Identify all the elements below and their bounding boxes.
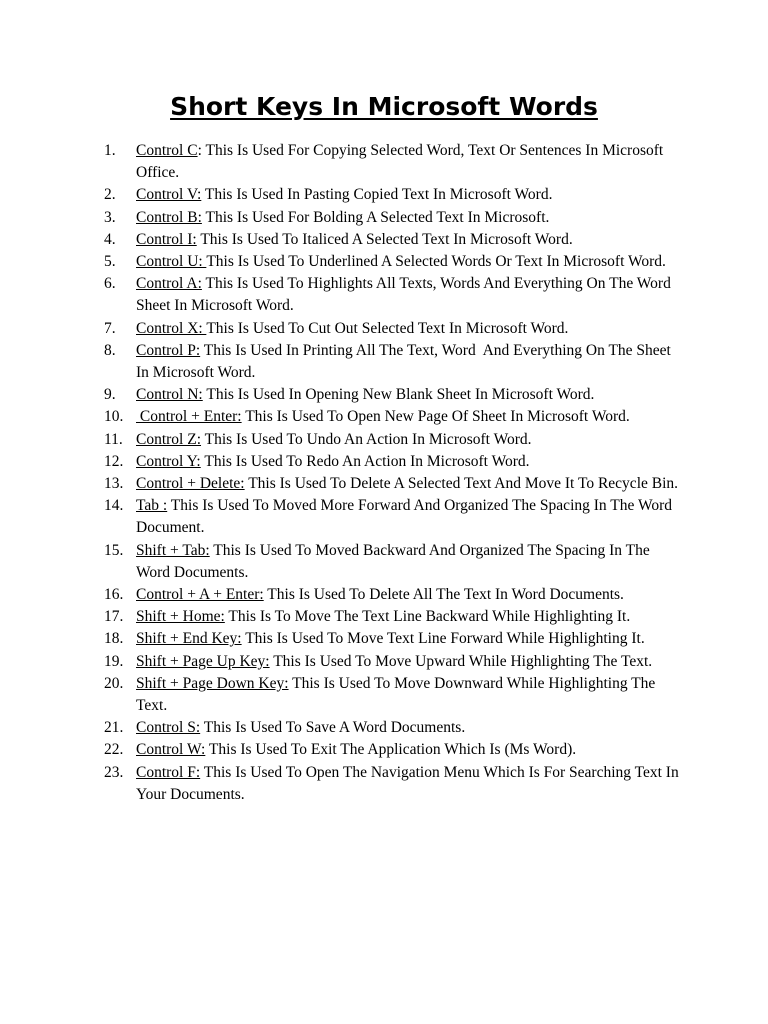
list-item [104, 273, 684, 317]
item-number: 2. [104, 186, 116, 204]
shortcut-description: This Is Used To Underlined A Selected Words Or Text In Microsoft Word. [206, 253, 666, 271]
page-title: Short Keys In Microsoft Words [170, 92, 598, 121]
shortcut-key: Shift + Page Up Key: [136, 652, 270, 670]
shortcut-key: Control B: [136, 208, 202, 226]
item-number: 6. [104, 275, 116, 293]
item-number: 3. [104, 208, 116, 226]
list-item [104, 739, 684, 761]
item-number: 18. [104, 630, 124, 648]
shortcut-key: Control Y: [136, 452, 201, 470]
item-number: 4. [104, 230, 116, 248]
list-item [104, 717, 684, 739]
shortcut-description: This Is To Move The Text Line Backward While Highlighting It. [224, 608, 631, 626]
item-number: 10. [104, 408, 124, 426]
shortcut-key: Shift + Page Down Key: [136, 674, 289, 692]
shortcut-description: This Is Used For Bolding A Selected Text In Microsoft. [201, 208, 550, 226]
item-number: 14. [104, 497, 124, 515]
list-item [104, 184, 684, 206]
shortcut-description: This Is Used To Moved More Forward And Organized The Spacing In The Word Document. [136, 497, 676, 537]
shortcut-key: Control X: [136, 319, 207, 337]
item-number: 23. [104, 763, 124, 781]
list-item [104, 429, 684, 451]
shortcut-key: Tab : [136, 497, 168, 515]
shortcut-key: Shift + End Key: [136, 630, 242, 648]
shortcut-description: : This Is Used For Copying Selected Word, Text Or Sentences In Microsoft Office. [136, 142, 668, 182]
list-item [104, 318, 684, 340]
list-item [104, 251, 684, 273]
item-number: 22. [104, 741, 124, 759]
shortcut-description: This Is Used To Delete A Selected Text And Move It To Recycle Bin. [244, 475, 679, 493]
item-number: 7. [104, 319, 116, 337]
shortcut-key: Control + Enter: [136, 408, 242, 426]
shortcut-description: This Is Used To Move Downward While Highlighting The Text. [136, 674, 659, 715]
list-item [104, 540, 684, 584]
shortcut-description: This Is Used To Highlights All Texts, Words And Everything On The Word Sheet In Microsoft Word. [136, 275, 675, 315]
item-number: 13. [104, 475, 124, 493]
item-number: 17. [104, 608, 124, 626]
item-number: 5. [104, 253, 116, 271]
shortcut-key: Shift + Home: [136, 608, 225, 626]
shortcut-description: This Is Used To Delete All The Text In Word Documents. [263, 586, 624, 604]
list-item [104, 495, 684, 539]
item-number: 1. [104, 142, 116, 159]
list-item [104, 628, 684, 650]
shortcut-description: This Is Used To Cut Out Selected Text In Microsoft Word. [206, 319, 569, 337]
item-number: 15. [104, 541, 124, 559]
list-item [104, 606, 684, 628]
list-item [104, 584, 684, 606]
shortcut-key: Control N: [136, 386, 203, 404]
shortcut-description: This Is Used To Move Upward While Highlighting The Text. [269, 652, 653, 670]
shortcut-description: This Is Used In Opening New Blank Sheet In Microsoft Word. [202, 386, 595, 404]
list-item [104, 207, 684, 229]
shortcut-list [104, 140, 684, 806]
item-number: 20. [104, 674, 124, 692]
shortcut-description: This Is Used To Open New Page Of Sheet In Microsoft Word. [241, 408, 630, 426]
shortcut-description: This Is Used In Pasting Copied Text In Microsoft Word. [201, 186, 553, 204]
item-number: 21. [104, 719, 124, 737]
item-number: 9. [104, 386, 116, 404]
shortcut-key: Control V: [136, 186, 202, 204]
shortcut-description: This Is Used To Move Text Line Forward While Highlighting It. [241, 630, 645, 648]
shortcut-description: This Is Used In Printing All The Text, Word And Everything On The Sheet In Microsoft Word. [136, 341, 675, 382]
item-number: 12. [104, 452, 124, 470]
shortcut-description: This Is Used To Undo An Action In Microsoft Word. [201, 430, 532, 448]
shortcut-key: Control F: [136, 763, 201, 781]
shortcut-description: This Is Used To Italiced A Selected Text In Microsoft Word. [196, 230, 573, 248]
list-item [104, 451, 684, 473]
shortcut-key: Control I: [136, 230, 197, 248]
shortcut-description: This Is Used To Open The Navigation Menu Which Is For Searching Text In Your Documents. [136, 763, 683, 803]
list-item [104, 762, 684, 806]
list-item [104, 473, 684, 495]
list-item [104, 384, 684, 406]
list-item [104, 340, 684, 384]
shortcut-key: Control U: [136, 253, 207, 271]
shortcut-description: This Is Used To Exit The Application Which Is (Ms Word). [205, 741, 577, 759]
shortcut-key: Control P: [136, 341, 201, 359]
shortcut-description: This Is Used To Moved Backward And Organized The Spacing In The Word Documents. [136, 541, 654, 581]
shortcut-description: This Is Used To Save A Word Documents. [200, 719, 466, 737]
shortcut-key: Control S: [136, 719, 201, 737]
list-item [104, 229, 684, 251]
item-number: 16. [104, 586, 124, 604]
shortcut-key: Control C [136, 142, 198, 159]
list-item [104, 651, 684, 673]
shortcut-key: Control + Delete: [136, 475, 245, 493]
shortcut-key: Control Z: [136, 430, 202, 448]
shortcut-key: Control + A + Enter: [136, 586, 264, 604]
item-number: 19. [104, 652, 124, 670]
shortcut-description: This Is Used To Redo An Action In Microsoft Word. [200, 452, 530, 470]
item-number: 8. [104, 341, 116, 359]
list-item [104, 406, 684, 428]
shortcut-key: Control A: [136, 275, 202, 293]
list-item [104, 140, 684, 184]
item-number: 11. [104, 430, 123, 448]
list-item [104, 673, 684, 717]
shortcut-key: Control W: [136, 741, 206, 759]
shortcut-key: Shift + Tab: [136, 541, 210, 559]
